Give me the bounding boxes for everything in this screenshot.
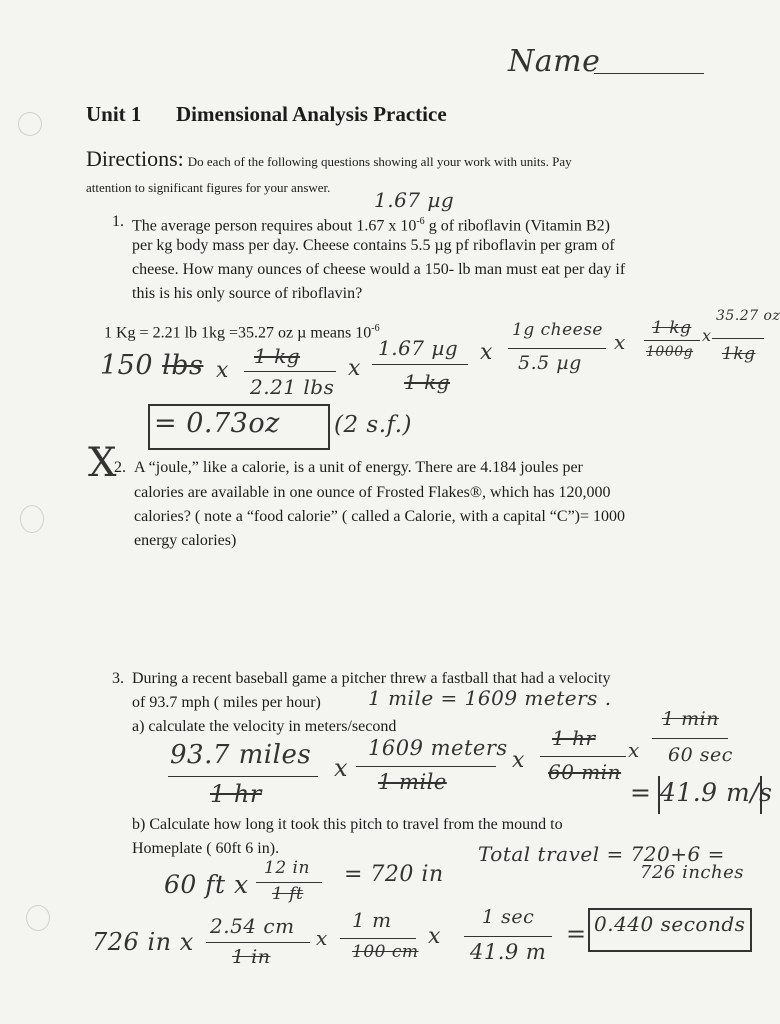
- q1-hw-f3-num: 1g cheese: [512, 320, 603, 340]
- q2-cross-mark: X: [88, 440, 117, 486]
- q1-hw-f4-den: 1000g: [646, 344, 694, 360]
- q1-hw-f4-line: [644, 340, 700, 341]
- directions-label: Directions:: [86, 146, 184, 171]
- directions-text-1: Do each of the following questions showing all your work with units. Pay: [187, 154, 572, 169]
- q1-conv-exp: -6: [371, 323, 380, 334]
- q1-conversions: [104, 317, 380, 345]
- q3b-hw-x3: x: [428, 924, 441, 949]
- q3b-hw-ft-den: 1 ft: [272, 884, 304, 904]
- q3b-hw-ft: 60 ft x: [164, 870, 249, 899]
- name-label: Name: [508, 44, 601, 79]
- directions-text-2: attention to significant figures for your answer.: [86, 180, 331, 195]
- q1-hw-answer: = 0.73oz: [154, 408, 280, 439]
- q3-part-b-line1: b) Calculate how long it took this pitch to travel from the mound to: [132, 816, 563, 833]
- q3b-hw-x2: x: [316, 926, 328, 950]
- q3a-hw-f1-line: [356, 766, 496, 767]
- q1-hw-f5-num: 35.27 oz: [716, 308, 780, 324]
- q3a-hw-answer: = 41.9 m/s: [630, 778, 773, 807]
- q3a-hw-f1-num: 1609 meters: [368, 736, 508, 760]
- q2-number: 2.: [114, 459, 126, 476]
- q3b-hw-f3-num: 1 sec: [482, 906, 535, 928]
- q3b-hw-f2-num: 1 m: [352, 908, 392, 932]
- q1-hw-sigfig: (2 s.f.): [334, 412, 413, 438]
- q1-line2: per kg body mass per day. Cheese contains 5.5 µg pf riboflavin per gram of: [132, 237, 615, 254]
- q3-number: 3.: [112, 670, 124, 687]
- q1-number: 1.: [112, 213, 124, 230]
- q3b-hw-f2-line: [340, 938, 416, 939]
- q3-line2: of 93.7 mph ( miles per hour): [132, 694, 321, 711]
- q3-hw-note: 1 mile = 1609 meters .: [368, 686, 612, 710]
- q1-hw-f1-den: 2.21 lbs: [250, 375, 335, 399]
- q3a-hw-f2-line: [540, 756, 626, 757]
- q1-hw-f2-num: 1.67 µg: [378, 336, 459, 360]
- q3b-hw-f3-line: [464, 936, 552, 937]
- q3a-hw-f3-den: 60 sec: [668, 744, 733, 766]
- q3a-hw-x3: x: [628, 738, 640, 762]
- q1-line1-pre: The average person requires about 1.67 x 10: [132, 217, 417, 235]
- q1-hw-start: 150 lbs: [100, 350, 204, 381]
- q3b-hw-ft-res: = 720 in: [344, 862, 444, 887]
- directions: [86, 146, 572, 172]
- q2-line4: energy calories): [134, 532, 237, 549]
- q1-hw-x4: x: [614, 330, 626, 354]
- q2-line3: calories? ( note a “food calorie” ( called a Calorie, with a capital “C”)= 1000: [134, 508, 626, 525]
- q1-hw-f3-den: 5.5 µg: [518, 352, 582, 374]
- q3b-hw-total-1: Total travel = 720+6 =: [478, 842, 725, 866]
- q1-conv-text: 1 Kg = 2.21 lb 1kg =35.27 oz µ means 10: [104, 324, 372, 342]
- q3-part-a: a) calculate the velocity in meters/second: [132, 718, 397, 735]
- q1-hw-f4-num: 1 kg: [652, 318, 692, 338]
- q1-hw-f3-line: [508, 348, 606, 349]
- q3a-hw-start-den: 1 hr: [210, 780, 262, 808]
- punch-hole-bottom: [26, 905, 50, 931]
- q3a-hw-f2-den: 60 min: [548, 760, 622, 784]
- q3b-hw-f1-line: [206, 942, 310, 943]
- q3a-hw-start-line: [168, 776, 318, 777]
- q3a-hw-x2: x: [512, 748, 525, 773]
- q3b-hw-f3-den: 41.9 m: [470, 940, 547, 964]
- q3b-hw-f1-num: 2.54 cm: [210, 914, 295, 938]
- q1-hw-x3: x: [480, 340, 493, 365]
- q1-hw-f2-den: 1 kg: [404, 370, 451, 394]
- punch-hole-top: [18, 112, 42, 136]
- q1-line3: cheese. How many ounces of cheese would a 150- lb man must eat per day if: [132, 261, 626, 278]
- q3b-hw-start: 726 in x: [92, 928, 194, 956]
- q1-hw-f5-den: 1kg: [722, 344, 756, 364]
- q3b-hw-f1-den: 1 in: [232, 946, 271, 968]
- q3a-hw-f3-num: 1 min: [662, 708, 719, 730]
- q2-line2: calories are available in one ounce of Frosted Flakes®, which has 120,000: [134, 484, 611, 501]
- q3-line1: During a recent baseball game a pitcher threw a fastball that had a velocity: [132, 670, 611, 687]
- q1-line1-post: g of riboflavin (Vitamin B2): [424, 217, 610, 235]
- q3b-hw-ft-num: 12 in: [264, 858, 310, 878]
- q3-part-b-line2: Homeplate ( 60ft 6 in).: [132, 840, 280, 857]
- q1-hw-f5-line: [712, 338, 764, 339]
- q3a-hw-start: 93.7 miles: [170, 740, 312, 770]
- q1-hw-x5: x: [702, 326, 712, 345]
- q1-handwritten-note: 1.67 µg: [374, 188, 455, 212]
- q3b-hw-answer: 0.440 seconds: [594, 912, 746, 936]
- q3a-hw-f1-den: 1 mile: [378, 770, 447, 794]
- unit-label: Unit 1: [86, 102, 142, 126]
- q2-line1: A “joule,” like a calorie, is a unit of energy. There are 4.184 joules per: [134, 459, 583, 476]
- q3b-hw-total-2: 726 inches: [640, 862, 744, 883]
- page-title: Dimensional Analysis Practice: [176, 102, 447, 126]
- q1-hw-f1-num: 1 kg: [254, 344, 301, 368]
- q1-line1-exp: -6: [416, 216, 425, 227]
- q1-hw-x1: x: [216, 358, 229, 383]
- q3a-hw-x1: x: [334, 754, 349, 782]
- q1-line4: this is his only source of riboflavin?: [132, 285, 363, 302]
- name-line: [594, 73, 704, 74]
- q1-hw-f2-line: [372, 364, 468, 365]
- q3a-hw-f2-num: 1 hr: [552, 726, 596, 750]
- q3b-hw-f2-den: 100 cm: [352, 942, 419, 962]
- q1-hw-x2: x: [348, 356, 361, 381]
- q3b-hw-ft-line: [256, 882, 322, 883]
- q3a-hw-f3-line: [652, 738, 728, 739]
- q3b-hw-equals: =: [566, 920, 587, 948]
- punch-hole-middle: [20, 505, 44, 533]
- q1-hw-f1-line: [244, 371, 336, 372]
